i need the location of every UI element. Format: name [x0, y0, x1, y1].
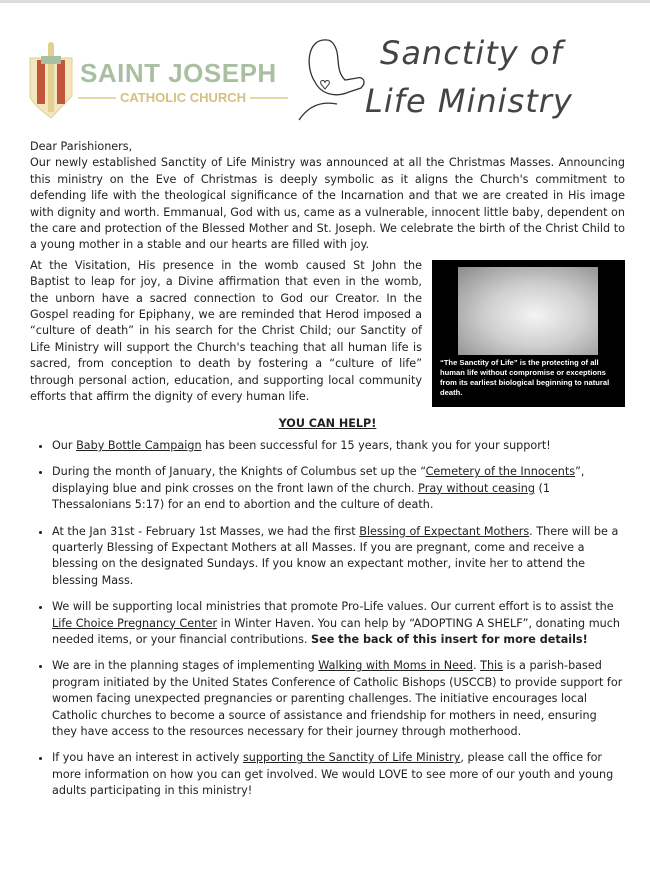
list-item: • During the month of January, the Knights of Columbus set up the “Cemetery of the Innocents”, displaying blue and pink crosses on the front lawn of the church. Pray without ceasing (1 Thessalonians 5:17) for an end to abortion and the culture of death. — [52, 464, 625, 513]
baby-hand-photo — [458, 267, 598, 355]
church-name: SAINT JOSEPH — [80, 58, 277, 88]
support-ministry-link[interactable]: supporting the Sanctity of Life Ministry — [242, 751, 461, 765]
pregnancy-center-link[interactable]: Life Choice Pregnancy Center — [52, 616, 218, 630]
church-logo — [28, 40, 288, 120]
list-item: • We are in the planning stages of implementing Walking with Moms in Need. This is a parish-based program initiated by the United States Conference of Catholic Bishops (USCCB) to provide support for women facing unexpected pregnancies or parenting challenges. The initiative encourages local Catholic churches to become a source of assistance and friendship for mothers in need, ensuring they have access to the resources necessary for their journey through motherhood. — [52, 658, 625, 740]
greeting: Dear Parishioners, — [30, 140, 133, 153]
help-heading: YOU CAN HELP! — [278, 416, 377, 430]
paragraph-1: Our newly established Sanctity of Life Ministry was announced at all the Christmas Masses. Announcing this ministry on the Eve of Christmas is deeply symbolic as it aligns the Church's commitment to defending life with the theological significance of the Incarnation and that we are created in His image with dignity and worth. Emmanual, God with us, came as a vulnerable, innocent little baby, dependent on the care and protection of the Blessed Mother and St. Joseph. We celebrate the birth of the Christ Child to a young mother in a stable and our hearts are filled with joy. — [30, 156, 625, 252]
blessing-link[interactable]: Blessing of Expectant Mothers — [359, 524, 530, 538]
ministry-title-line1: Sanctity of — [380, 34, 563, 72]
walking-moms-link[interactable]: Walking with Moms in Need — [318, 659, 473, 673]
top-border — [0, 0, 650, 3]
baby-bottle-link[interactable]: Baby Bottle Campaign — [76, 438, 202, 452]
cemetery-link[interactable]: Cemetery of the Innocents — [425, 465, 576, 479]
ministry-header — [295, 32, 615, 132]
church-subtitle: CATHOLIC CHURCH — [78, 90, 288, 105]
image-caption: “The Sanctity of Life” is the protecting of all human life without compromise or exceptions from its earliest biological beginning to natural death. — [440, 357, 610, 397]
ministry-title-line2: Life Ministry — [365, 82, 573, 120]
paragraph-2: At the Visitation, His presence in the womb caused St John the Baptist to leap for joy, a Divine affirmation that even in the womb, the unborn have a sacred connection to God our Creator. In the Gospel reading for Epiphany, we are reminded that Herod imposed a “culture of death” in his search for the Christ Child; our Sanctity of Life Ministry will support the Church's teaching that all human life is sacred, from conception to death by fostering a “culture of life” through personal action, education, and supporting local community efforts that affirm the dignity of every human life. — [30, 258, 422, 404]
shield-icon — [28, 40, 74, 120]
pray-link[interactable]: Pray without ceasing — [418, 481, 535, 495]
help-list — [30, 438, 625, 800]
list-item: • Our Baby Bottle Campaign has been successful for 15 years, thank you for your support! — [52, 438, 625, 454]
list-item: • If you have an interest in actively supporting the Sanctity of Life Ministry, please call the office for more information on how you can get involved. We would LOVE to see more of our youth and young adults participating in this ministry! — [52, 750, 625, 799]
this-link[interactable]: This — [480, 659, 503, 673]
list-item: • We will be supporting local ministries that promote Pro-Life values. Our current effort is to assist the Life Choice Pregnancy Center in Winter Haven. You can help by “ADOPTING A SHELF”, donating much needed items, or your financial contributions. See the back of this insert for more details! — [52, 599, 625, 648]
list-item: • At the Jan 31st - February 1st Masses, we had the first Blessing of Expectant Mothers. There will be a quarterly Blessing of Expectant Mothers at all Masses. If you are pregnant, come and receive a blessing on the designated Sundays. If you know an expectant mother, invite her to attend the blessing Mass. — [52, 524, 625, 590]
letter-body — [30, 139, 625, 810]
sanctity-image — [432, 260, 625, 407]
